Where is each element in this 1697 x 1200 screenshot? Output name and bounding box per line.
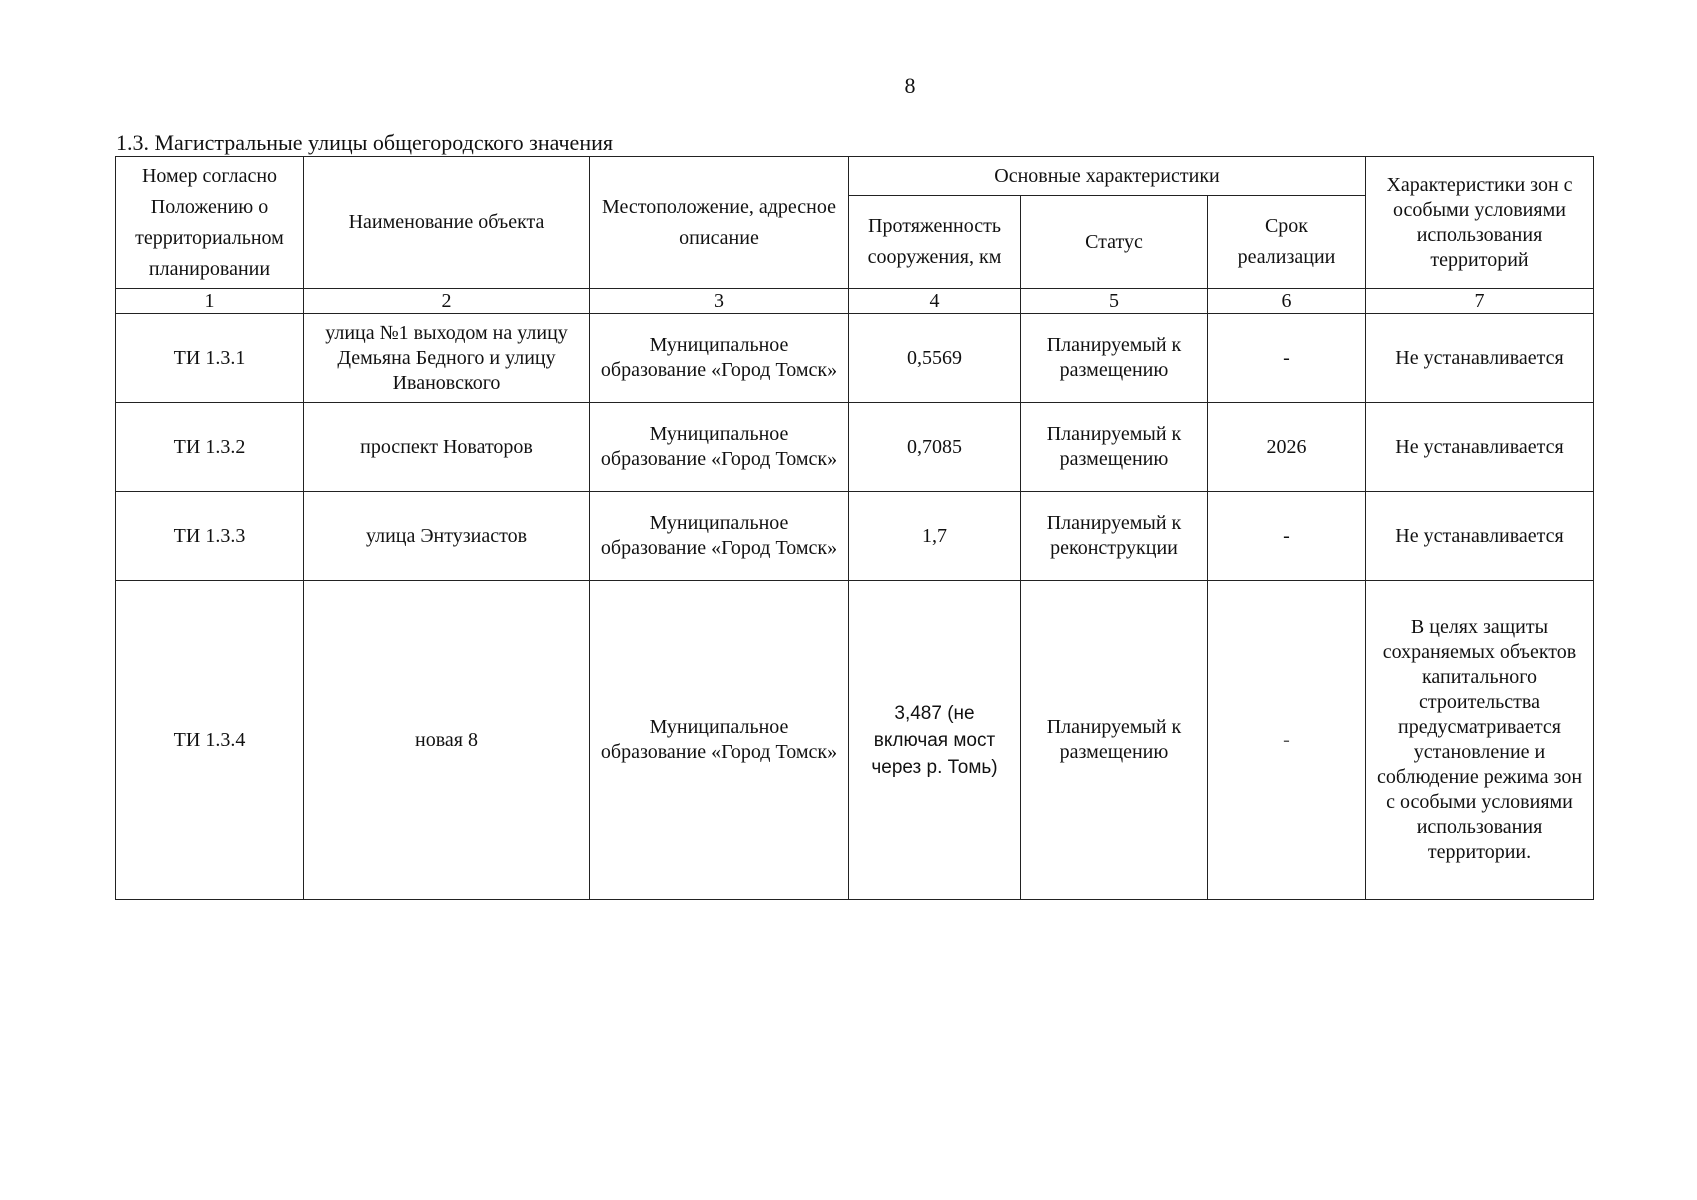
cell-term: - (1208, 492, 1366, 581)
column-number: 5 (1021, 289, 1208, 314)
column-number: 1 (116, 289, 304, 314)
cell-length: 0,5569 (849, 314, 1021, 403)
cell-zones: Не устанавливается (1366, 314, 1594, 403)
cell-number: ТИ 1.3.4 (116, 581, 304, 900)
cell-length: 3,487 (не включая мост через р. Томь) (849, 581, 1021, 900)
header-length: Протяженность сооружения, км (849, 196, 1021, 289)
cell-location: Муниципальное образование «Город Томск» (590, 492, 849, 581)
header-name: Наименование объекта (304, 157, 590, 289)
header-zones: Характеристики зон с особыми условиями использования территорий (1366, 157, 1594, 289)
column-number: 3 (590, 289, 849, 314)
column-number: 7 (1366, 289, 1594, 314)
cell-name: проспект Новаторов (304, 403, 590, 492)
page-number: 8 (904, 73, 916, 98)
cell-status: Планируемый к размещению (1021, 403, 1208, 492)
header-number: Номер согласно Положению о территориальном планировании (116, 157, 304, 289)
cell-name: новая 8 (304, 581, 590, 900)
header-term: Срок реализации (1208, 196, 1366, 289)
cell-location: Муниципальное образование «Город Томск» (590, 314, 849, 403)
cell-number: ТИ 1.3.3 (116, 492, 304, 581)
cell-name: улица №1 выходом на улицу Демьяна Бедного и улицу Ивановского (304, 314, 590, 403)
column-number: 2 (304, 289, 590, 314)
cell-term: - (1208, 314, 1366, 403)
cell-term: 2026 (1208, 403, 1366, 492)
section-title: 1.3. Магистральные улицы общегородского значения (116, 130, 613, 155)
column-number-row (116, 289, 1594, 314)
cell-length: 1,7 (849, 492, 1021, 581)
streets-table (115, 156, 1594, 900)
column-number: 6 (1208, 289, 1366, 314)
header-status: Статус (1021, 196, 1208, 289)
header-main-characteristics: Основные характеристики (849, 157, 1366, 196)
cell-name: улица Энтузиастов (304, 492, 590, 581)
cell-status: Планируемый к размещению (1021, 581, 1208, 900)
cell-number: ТИ 1.3.1 (116, 314, 304, 403)
header-location: Местоположение, адресное описание (590, 157, 849, 289)
table-row (116, 581, 1594, 900)
header-row-group (116, 157, 1594, 196)
table-row (116, 403, 1594, 492)
cell-zones: В целях защиты сохраняемых объектов капитального строительства предусматривается установление и соблюдение режима зон с особыми условиями использования территории. (1366, 581, 1594, 900)
cell-zones: Не устанавливается (1366, 492, 1594, 581)
cell-number: ТИ 1.3.2 (116, 403, 304, 492)
cell-status: Планируемый к размещению (1021, 314, 1208, 403)
table-row (116, 314, 1594, 403)
column-number: 4 (849, 289, 1021, 314)
cell-location: Муниципальное образование «Город Томск» (590, 403, 849, 492)
cell-location: Муниципальное образование «Город Томск» (590, 581, 849, 900)
table-row (116, 492, 1594, 581)
cell-zones: Не устанавливается (1366, 403, 1594, 492)
cell-length: 0,7085 (849, 403, 1021, 492)
cell-term: - (1208, 581, 1366, 900)
cell-status: Планируемый к реконструкции (1021, 492, 1208, 581)
